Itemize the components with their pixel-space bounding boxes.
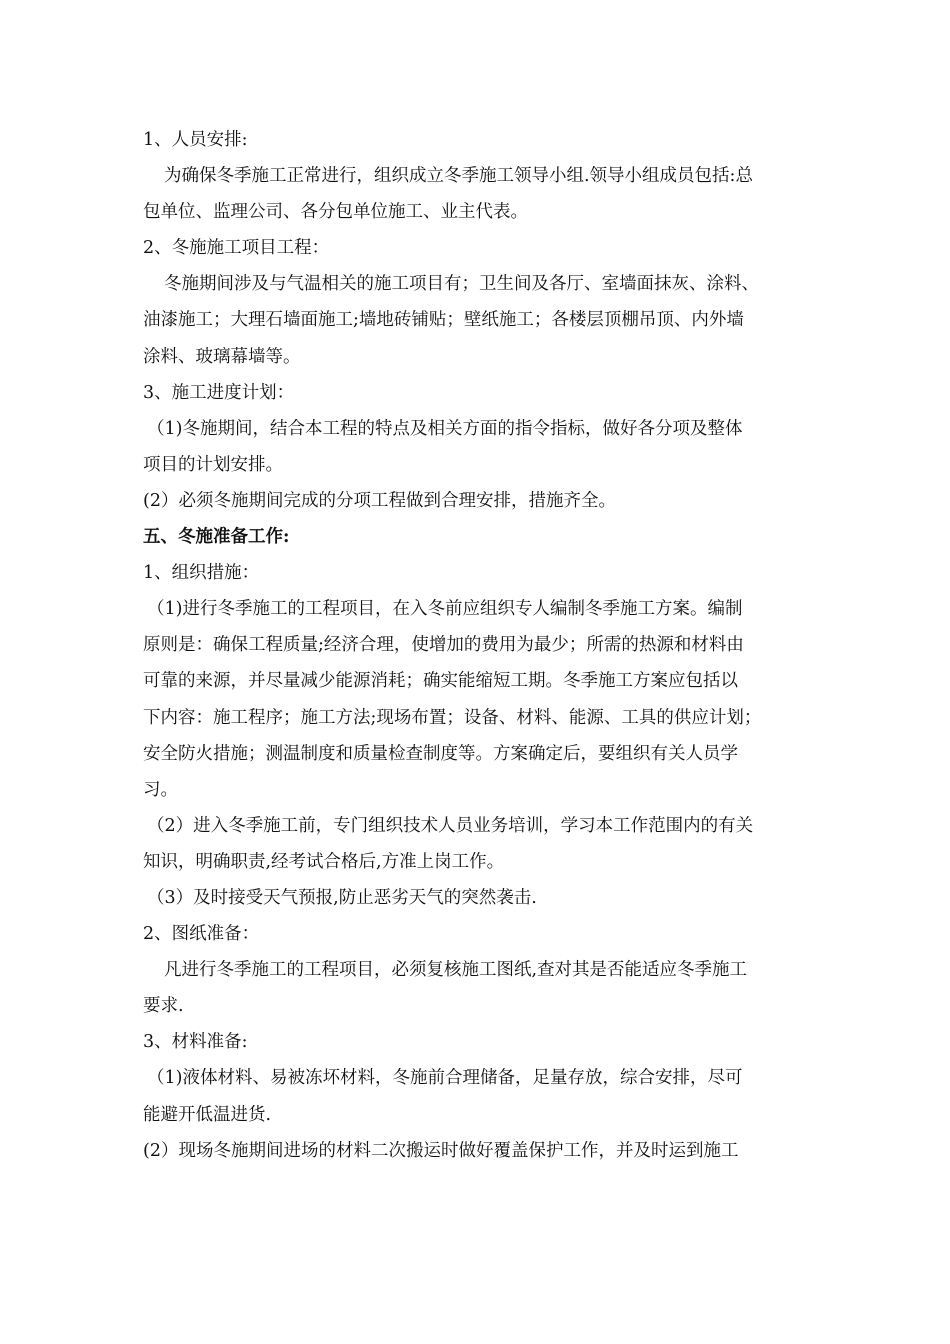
paragraph-line: （1)冬施期间，结合本工程的特点及相关方面的指令指标，做好各分项及整体 bbox=[147, 418, 743, 439]
paragraph-line: 为确保冬季施工正常进行，组织成立冬季施工领导小组.领导小组成员包括:总 bbox=[164, 166, 753, 187]
paragraph-line: 下内容：施工程序；施工方法;现场布置；设备、材料、能源、工具的供应计划； bbox=[143, 707, 762, 728]
paragraph-line: 油漆施工；大理石墙面施工;墙地砖铺贴；壁纸施工；各楼层顶棚吊顶、内外墙 bbox=[143, 310, 744, 331]
paragraph-line: (2）必须冬施期间完成的分项工程做到合理安排，措施齐全。 bbox=[143, 490, 616, 511]
heading-materials: 3、材料准备: bbox=[143, 1032, 248, 1053]
paragraph-line: 可靠的来源，并尽量减少能源消耗；确实能缩短工期。冬季施工方案应包括以 bbox=[143, 671, 738, 692]
paragraph-line: （1)进行冬季施工的工程项目，在入冬前应组织专人编制冬季施工方案。编制 bbox=[147, 599, 743, 620]
paragraph-line: 凡进行冬季施工的工程项目，必须复核施工图纸,查对其是否能适应冬季施工 bbox=[164, 960, 748, 981]
paragraph-line: 原则是：确保工程质量;经济合理，使增加的费用为最少；所需的热源和材料由 bbox=[143, 635, 744, 656]
paragraph-line: （1)液体材料、易被冻坏材料，冬施前合理储备，足量存放，综合安排，尽可 bbox=[147, 1068, 743, 1089]
paragraph-line: 要求. bbox=[143, 996, 184, 1017]
heading-personnel: 1、人员安排: bbox=[143, 130, 248, 150]
paragraph-line: 包单位、监理公司、各分包单位施工、业主代表。 bbox=[143, 202, 528, 223]
heading-winter-projects: 2、冬施施工项目工程： bbox=[143, 238, 330, 259]
paragraph-line: （2）进入冬季施工前，专门组织技术人员业务培训，学习本工作范围内的有关 bbox=[147, 815, 754, 836]
heading-schedule: 3、施工进度计划： bbox=[143, 382, 295, 403]
heading-organization: 1、组织措施： bbox=[143, 563, 260, 584]
paragraph-line: 习。 bbox=[143, 779, 178, 800]
paragraph-line: 涂料、玻璃幕墙等。 bbox=[143, 346, 301, 367]
paragraph-line: 能避开低温进货. bbox=[143, 1104, 272, 1125]
paragraph-line: 冬施期间涉及与气温相关的施工项目有；卫生间及各厅、室墙面抹灰、涂料、 bbox=[164, 274, 759, 295]
section-heading-preparation: 五、冬施准备工作: bbox=[143, 527, 290, 548]
paragraph-line: 知识，明确职责,经考试合格后,方准上岗工作。 bbox=[143, 851, 505, 872]
document-body bbox=[143, 122, 815, 1169]
heading-drawings: 2、图纸准备： bbox=[143, 924, 260, 945]
paragraph-line: (2）现场冬施期间进场的材料二次搬运时做好覆盖保护工作，并及时运到施工 bbox=[143, 1140, 739, 1161]
paragraph-line: （3）及时接受天气预报,防止恶劣天气的突然袭击. bbox=[147, 887, 537, 908]
paragraph-line: 安全防火措施；测温制度和质量检查制度等。方案确定后，要组织有关人员学 bbox=[143, 743, 738, 764]
paragraph-line: 项目的计划安排。 bbox=[143, 454, 283, 475]
